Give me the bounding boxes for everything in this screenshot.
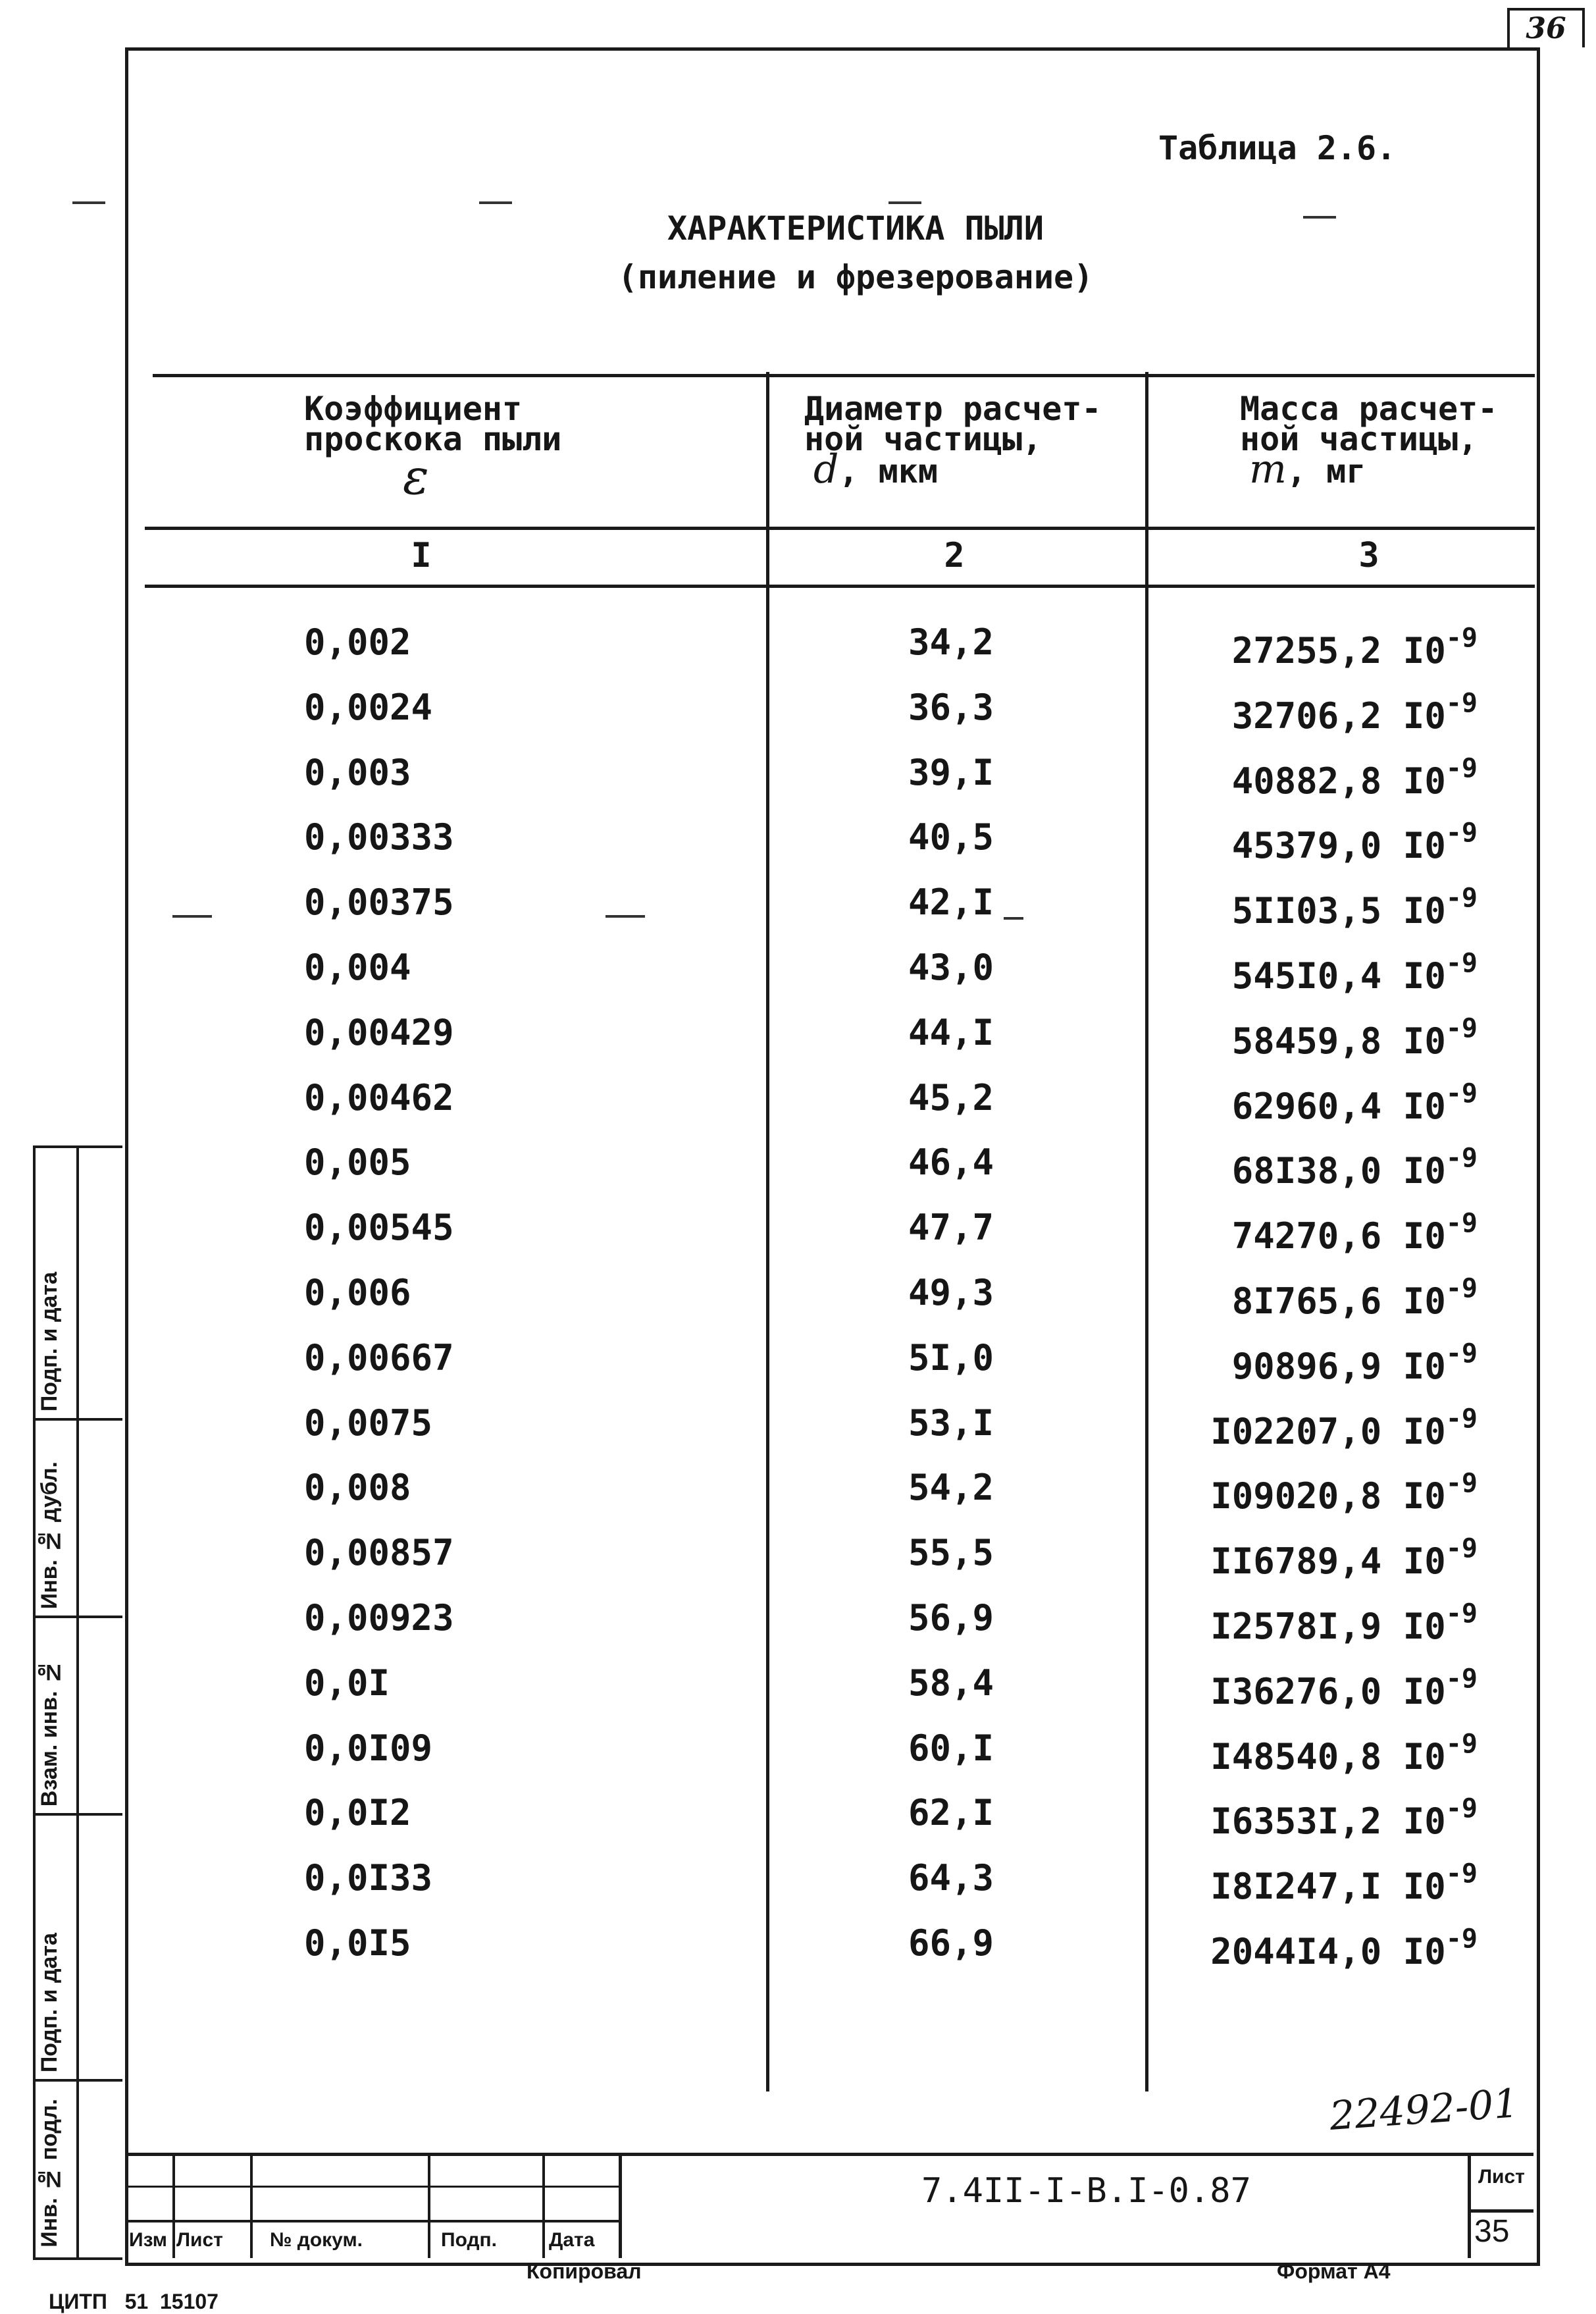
cell-mass	[1232, 935, 1478, 1009]
table-row	[0, 1585, 1596, 1650]
cell-coefficient: 0,006	[304, 1272, 411, 1313]
table-row	[0, 1000, 1596, 1065]
column-number-1: I	[411, 536, 432, 575]
cell-mass-value: 27255,2 I0	[1231, 630, 1446, 671]
side-label-orig-inv: Инв. № подл.	[37, 2099, 62, 2248]
cell-mass	[1210, 1390, 1478, 1464]
cell-mass-exponent: -9	[1445, 1663, 1478, 1694]
cell-diameter: 47,7	[908, 1207, 994, 1249]
cell-mass-value: I09020,8 I0	[1210, 1475, 1446, 1517]
cell-mass-exponent: -9	[1445, 752, 1478, 783]
cell-coefficient: 0,005	[304, 1142, 411, 1184]
table-title: ХАРАКТЕРИСТИКА ПЫЛИ	[667, 209, 1044, 248]
cell-mass-exponent: -9	[1445, 623, 1478, 653]
colnum-rule	[145, 585, 1535, 588]
title-block-grid-col	[172, 2153, 175, 2258]
header-diameter-line1: Диаметр расчет-	[804, 390, 1102, 428]
table-row	[0, 1910, 1596, 1976]
header-mass-line1: Масса расчет-	[1240, 390, 1498, 428]
side-label-dup-inv: Инв. № дубл.	[37, 1461, 62, 1609]
cell-mass	[1232, 1260, 1478, 1334]
title-block-top-rule	[125, 2153, 1533, 2156]
cell-mass	[1232, 1000, 1478, 1074]
side-cell-orig-inv	[36, 2082, 122, 2254]
cell-mass-exponent: -9	[1445, 883, 1478, 914]
table-row	[0, 1195, 1596, 1260]
cell-mass	[1210, 1780, 1478, 1854]
cell-diameter: 66,9	[908, 1922, 994, 1964]
scan-mark	[479, 201, 512, 204]
table-row	[0, 1130, 1596, 1195]
cell-mass-exponent: -9	[1445, 1858, 1478, 1889]
handwritten-number: 22492-01	[1327, 2080, 1520, 2140]
cell-mass	[1232, 870, 1478, 943]
tb-label-sheet: Лист	[176, 2229, 223, 2251]
cell-mass	[1210, 1910, 1478, 1984]
cell-mass	[1232, 1130, 1478, 1203]
table-row	[0, 1520, 1596, 1585]
header-coefficient	[304, 390, 562, 506]
format-label: Формат А4	[1277, 2259, 1391, 2283]
cell-mass-exponent: -9	[1445, 1273, 1478, 1303]
cell-mass-value: 545I0,4 I0	[1231, 955, 1446, 997]
table-row	[0, 1065, 1596, 1130]
cell-mass-value: I36276,0 I0	[1210, 1670, 1446, 1712]
cell-coefficient: 0,00545	[304, 1207, 454, 1249]
cell-mass-value: 90896,9 I0	[1231, 1345, 1446, 1387]
cell-coefficient: 0,002	[304, 621, 411, 663]
table-row	[0, 1780, 1596, 1845]
cell-diameter: 34,2	[908, 621, 994, 663]
scan-mark	[888, 201, 921, 204]
cell-diameter: 58,4	[908, 1662, 994, 1704]
cell-diameter: 64,3	[908, 1857, 994, 1899]
cell-diameter: 53,I	[908, 1402, 994, 1444]
tb-label-change: Изм	[129, 2229, 167, 2251]
cell-mass-value: 2044I4,0 I0	[1210, 1931, 1446, 1972]
tb-label-doc-number: № докум.	[270, 2229, 363, 2251]
sheet-number: 36	[1507, 8, 1585, 47]
cell-mass-exponent: -9	[1445, 1078, 1478, 1109]
cell-coefficient: 0,00923	[304, 1597, 454, 1639]
scan-mark	[1303, 216, 1336, 219]
table-row	[0, 870, 1596, 935]
cell-mass-value: 5II03,5 I0	[1231, 890, 1446, 932]
table-row	[0, 1650, 1596, 1716]
cell-coefficient: 0,0024	[304, 686, 433, 728]
side-cell-sign-date-lower	[36, 1816, 122, 2082]
table-row	[0, 1455, 1596, 1520]
cell-mass-exponent: -9	[1445, 1793, 1478, 1824]
cell-mass-exponent: -9	[1445, 1208, 1478, 1239]
cell-coefficient: 0,00857	[304, 1532, 454, 1574]
cell-coefficient: 0,00333	[304, 816, 454, 858]
cell-mass-exponent: -9	[1445, 1143, 1478, 1174]
cell-mass-exponent: -9	[1445, 1468, 1478, 1499]
cell-mass	[1232, 804, 1478, 878]
cell-coefficient: 0,0I5	[304, 1922, 411, 1964]
cell-mass-exponent: -9	[1445, 1403, 1478, 1434]
cell-mass	[1210, 1585, 1478, 1659]
cell-coefficient: 0,0I09	[304, 1727, 433, 1769]
scan-mark	[72, 201, 105, 204]
cell-mass-value: 45379,0 I0	[1231, 825, 1446, 867]
cell-mass	[1210, 1520, 1478, 1594]
cell-diameter: 54,2	[908, 1467, 994, 1509]
cell-mass	[1210, 1716, 1478, 1789]
cell-mass	[1210, 1845, 1478, 1919]
cell-coefficient: 0,008	[304, 1467, 411, 1509]
side-cell-dup-inv	[36, 1421, 122, 1618]
cell-mass-value: I48540,8 I0	[1210, 1735, 1446, 1777]
cell-mass-value: 40882,8 I0	[1231, 760, 1446, 802]
table-row	[0, 1845, 1596, 1910]
cell-diameter: 43,0	[908, 947, 994, 988]
document-code: 7.4II-I-B.I-0.87	[921, 2171, 1251, 2211]
cell-coefficient: 0,004	[304, 947, 411, 988]
header-mass-line2: ной частицы,	[1240, 420, 1478, 458]
table-subtitle: (пиление и фрезерование)	[617, 258, 1094, 296]
tb-label-signature: Подп.	[441, 2229, 497, 2251]
side-label-replace-inv: Взам. инв. №	[37, 1659, 62, 1806]
header-diameter	[804, 390, 1102, 492]
column-number-2: 2	[944, 536, 965, 575]
cell-mass-exponent: -9	[1445, 1533, 1478, 1564]
header-rule	[145, 527, 1535, 530]
cell-coefficient: 0,0I2	[304, 1792, 411, 1834]
sheet-label: Лист	[1478, 2166, 1525, 2188]
header-diameter-symbol: d	[813, 446, 839, 492]
copied-label: Копировал	[527, 2259, 642, 2283]
sheet-cell-rule	[1468, 2209, 1533, 2213]
cell-diameter: 40,5	[908, 816, 994, 858]
cell-mass-value: II6789,4 I0	[1210, 1540, 1446, 1583]
table-row	[0, 1716, 1596, 1781]
cell-mass-value: I02207,0 I0	[1210, 1410, 1446, 1452]
cell-diameter: 39,I	[908, 751, 994, 793]
cell-mass-exponent: -9	[1445, 687, 1478, 718]
cell-coefficient: 0,0I33	[304, 1857, 433, 1899]
cell-coefficient: 0,003	[304, 751, 411, 793]
side-label-sign-date-lower: Подп. и дата	[37, 1932, 62, 2072]
column-number-3: 3	[1358, 536, 1379, 575]
cell-mass-value: 68I38,0 I0	[1231, 1150, 1446, 1192]
cell-mass	[1210, 1650, 1478, 1724]
title-block-divider	[619, 2153, 622, 2258]
cell-mass-value: I6353I,2 I0	[1210, 1801, 1446, 1843]
title-block-grid-col	[250, 2153, 253, 2258]
cell-diameter: 5I,0	[908, 1336, 994, 1379]
cell-mass	[1232, 610, 1478, 683]
title-block-grid-col	[428, 2153, 430, 2258]
header-coefficient-line1: Коэффициент	[304, 390, 523, 428]
table-top-rule	[153, 374, 1535, 377]
table-row	[0, 1325, 1596, 1390]
cell-mass-value: I2578I,9 I0	[1210, 1606, 1446, 1647]
cell-coefficient: 0,00375	[304, 881, 454, 924]
cell-mass	[1232, 1195, 1478, 1269]
cell-coefficient: 0,00462	[304, 1076, 454, 1118]
table-row	[0, 1390, 1596, 1456]
header-mass-symbol: m	[1249, 446, 1287, 492]
cell-coefficient: 0,00429	[304, 1011, 454, 1053]
cell-mass-exponent: -9	[1445, 1012, 1478, 1043]
cell-mass-exponent: -9	[1445, 1598, 1478, 1629]
cell-diameter: 56,9	[908, 1597, 994, 1639]
cell-diameter: 45,2	[908, 1076, 994, 1118]
cell-mass-value: I8I247,I I0	[1210, 1866, 1446, 1908]
side-strip	[33, 1145, 122, 2260]
header-coefficient-symbol: ε	[403, 449, 429, 506]
cell-mass	[1210, 1455, 1478, 1529]
cell-mass-exponent: -9	[1445, 1728, 1478, 1759]
cell-mass	[1232, 740, 1478, 814]
printer-mark: ЦИТП 51 15107	[49, 2290, 219, 2313]
header-diameter-line2: ной частицы,	[804, 420, 1043, 458]
cell-mass-exponent: -9	[1445, 948, 1478, 978]
cell-mass-exponent: -9	[1445, 818, 1478, 849]
side-label-sign-date-upper: Подп. и дата	[37, 1271, 62, 1411]
cell-mass-value: 74270,6 I0	[1231, 1215, 1446, 1257]
cell-diameter: 49,3	[908, 1272, 994, 1313]
cell-diameter: 62,I	[908, 1792, 994, 1834]
cell-mass	[1232, 675, 1478, 749]
table-row	[0, 804, 1596, 870]
cell-mass-value: 32706,2 I0	[1231, 695, 1446, 737]
title-block-grid-col	[542, 2153, 545, 2258]
side-cell-sign-date-upper	[36, 1148, 122, 1421]
cell-mass-value: 62960,4 I0	[1231, 1085, 1446, 1127]
cell-diameter: 36,3	[908, 686, 994, 728]
cell-coefficient: 0,0075	[304, 1402, 433, 1444]
sheet-value: 35	[1474, 2214, 1510, 2249]
cell-coefficient: 0,00667	[304, 1336, 454, 1379]
cell-mass	[1232, 1065, 1478, 1139]
tb-label-date: Дата	[549, 2229, 595, 2251]
cell-diameter: 42,I	[908, 881, 994, 924]
table-row	[0, 740, 1596, 805]
cell-mass	[1232, 1325, 1478, 1399]
cell-diameter: 55,5	[908, 1532, 994, 1574]
cell-mass-value: 58459,8 I0	[1231, 1020, 1446, 1062]
cell-coefficient: 0,0I	[304, 1662, 390, 1704]
cell-mass-exponent: -9	[1445, 1924, 1478, 1954]
header-mass	[1240, 390, 1498, 492]
header-mass-unit: , мг	[1286, 452, 1366, 490]
cell-diameter: 46,4	[908, 1142, 994, 1184]
sheet-cell-divider	[1468, 2153, 1471, 2258]
header-diameter-unit: , мкм	[838, 452, 938, 490]
table-row	[0, 1260, 1596, 1325]
table-row	[0, 610, 1596, 675]
table-row	[0, 935, 1596, 1000]
cell-diameter: 44,I	[908, 1011, 994, 1053]
cell-mass-exponent: -9	[1445, 1338, 1478, 1369]
table-row	[0, 675, 1596, 740]
side-cell-replace-inv	[36, 1618, 122, 1816]
cell-mass-value: 8I765,6 I0	[1231, 1280, 1446, 1322]
table-label: Таблица 2.6.	[1158, 129, 1397, 167]
header-coefficient-line2: проскока пыли	[304, 420, 562, 458]
cell-diameter: 60,I	[908, 1727, 994, 1769]
